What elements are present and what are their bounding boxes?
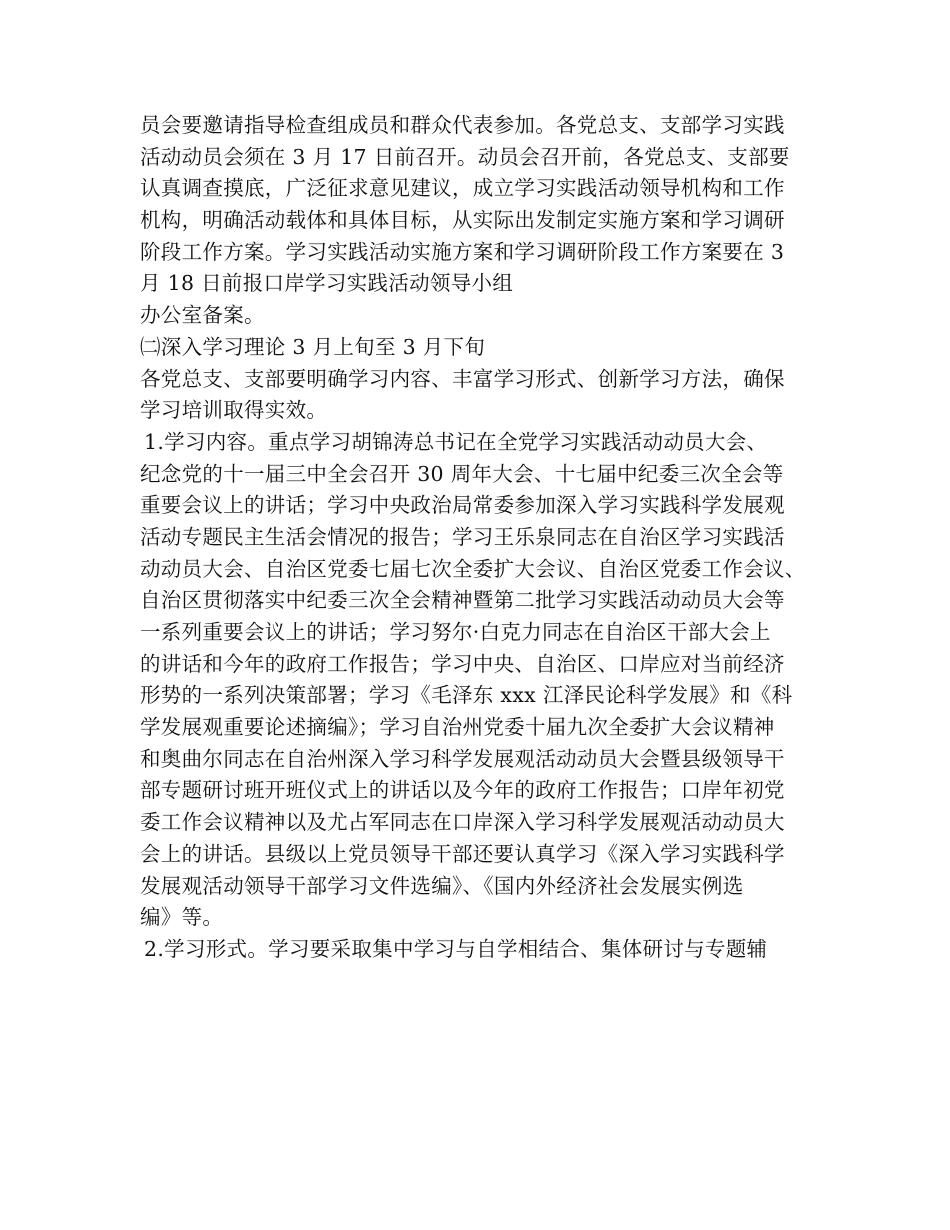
text-line: 阶段工作方案。学习实践活动实施方案和学习调研阶段工作方案要在 3 <box>140 239 785 264</box>
text-line: 发展观活动领导干部学习文件选编》、《国内外经济社会发展实例选 <box>140 873 744 898</box>
text-line: 机构，明确活动载体和具体目标，从实际出发制定实施方案和学习调研 <box>140 208 785 233</box>
text-line: 的讲话和今年的政府工作报告；学习中央、自治区、口岸应对当前经济 <box>140 651 785 676</box>
text-line: 会上的讲话。县级以上党员领导干部还要认真学习《深入学习实践科学 <box>140 841 785 866</box>
text-line: 办公室备案。 <box>140 303 265 328</box>
text-line: 学发展观重要论述摘编》；学习自治州党委十届九次全委扩大会议精神 <box>140 715 775 740</box>
text-line: 一系列重要会议上的讲话；学习努尔·白克力同志在自治区干部大会上 <box>140 620 771 644</box>
text-line: 纪念党的十一届三中全会召开 30 周年大会、十七届中纪委三次全会等 <box>140 461 784 486</box>
text-line: 动动员大会、自治区党委七届七次全委扩大会议、自治区党委工作会议、 <box>140 556 806 581</box>
text-line: 编》等。 <box>140 905 224 930</box>
text-line: 学习培训取得实效。 <box>140 398 328 423</box>
text-line: 活动专题民主生活会情况的报告；学习王乐泉同志在自治区学习实践活 <box>140 524 785 549</box>
text-line: 委工作会议精神以及尤占军同志在口岸深入学习科学发展观活动动员大 <box>140 810 785 835</box>
text-line: 自治区贯彻落实中纪委三次全会精神暨第二批学习实践活动动员大会等 <box>140 588 785 613</box>
section-heading: ㈡深入学习理论 3 月上旬至 3 月下旬 <box>140 334 486 359</box>
document-body <box>140 110 830 966</box>
text-line: 形势的一系列决策部署；学习《毛泽东 xxx 江泽民论科学发展》和《科 <box>140 683 793 708</box>
text-line: 认真调查摸底，广泛征求意见建议，成立学习实践活动领导机构和工作 <box>140 176 785 201</box>
text-line: 活动动员会须在 3 月 17 日前召开。动员会召开前，各党总支、支部要 <box>140 144 790 169</box>
text-line: 员会要邀请指导检查组成员和群众代表参加。各党总支、支部学习实践 <box>140 113 785 137</box>
text-line: 各党总支、支部要明确学习内容、丰富学习形式、创新学习方法，确保 <box>140 366 785 391</box>
numbered-item-heading: 2.学习形式。学习要采取集中学习与自学相结合、集体研讨与专题辅 <box>144 936 768 961</box>
text-line: 部专题研讨班开班仪式上的讲话以及今年的政府工作报告；口岸年初党 <box>140 778 785 803</box>
text-line: 月 18 日前报口岸学习实践活动领导小组 <box>140 271 514 296</box>
numbered-item-heading: 1.学习内容。重点学习胡锦涛总书记在全党学习实践活动动员大会、 <box>144 429 768 454</box>
text-line: 重要会议上的讲话；学习中央政治局常委参加深入学习实践科学发展观 <box>140 493 785 518</box>
text-line: 和奥曲尔同志在自治州深入学习科学发展观活动动员大会暨县级领导干 <box>140 746 785 771</box>
